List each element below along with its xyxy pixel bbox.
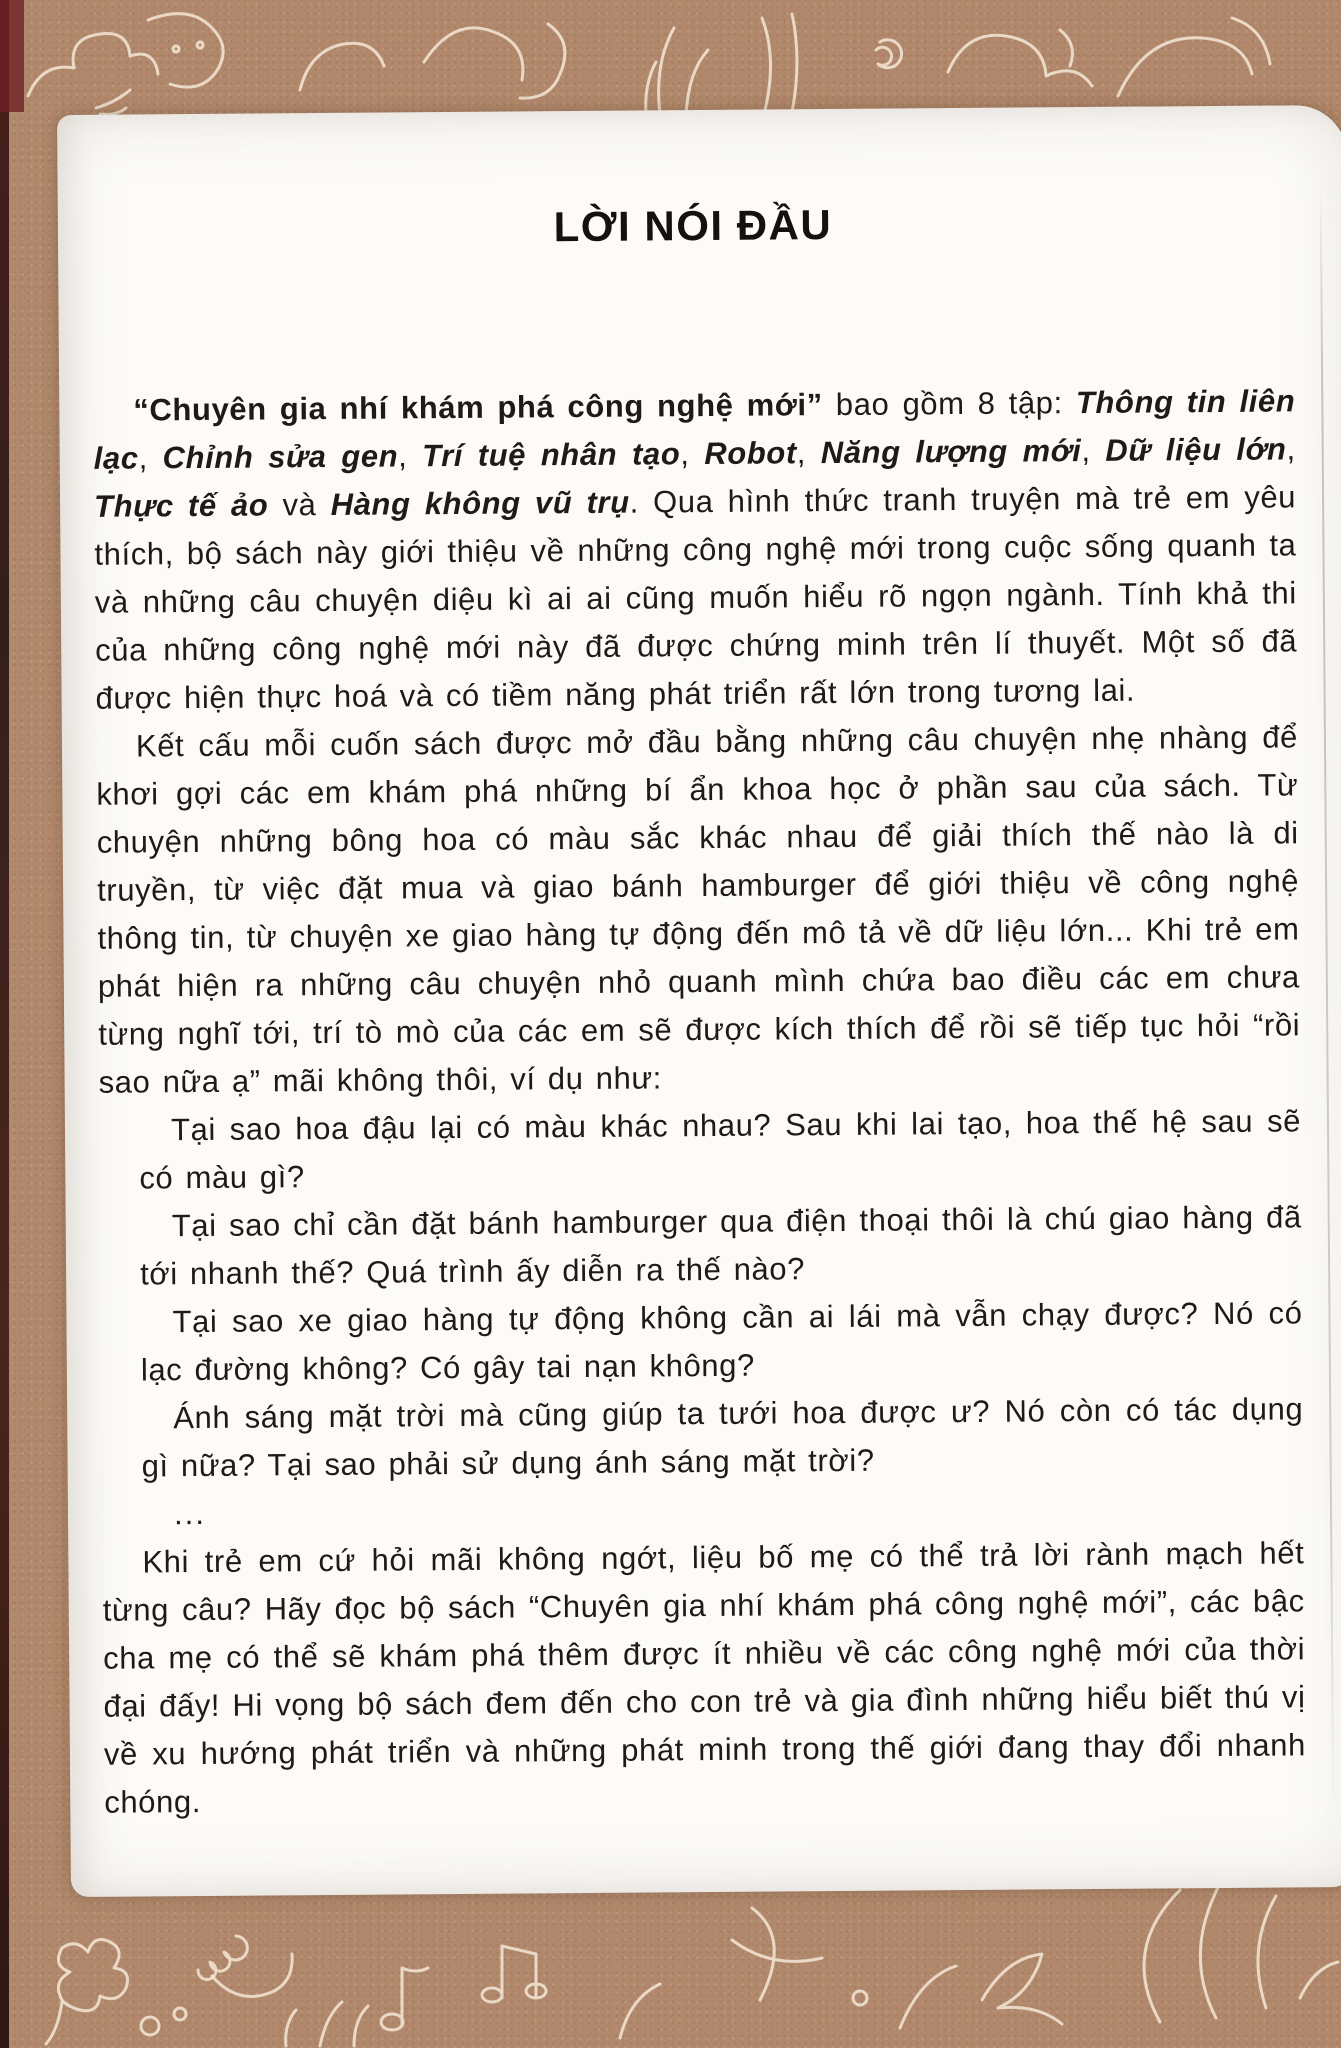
page-title: LỜI NÓI ĐẦU xyxy=(553,201,833,251)
scan-edge-corner xyxy=(0,0,24,112)
doodle-art-bottom-icon xyxy=(0,1878,1341,2048)
doodle-art-top-icon xyxy=(0,0,1341,120)
intro-paragraph xyxy=(93,377,1298,722)
text-segment: Chỉnh sửa gen xyxy=(162,438,399,476)
text-segment: , xyxy=(398,438,423,474)
page-content xyxy=(57,105,1341,1827)
question-paragraph: Ánh sáng mặt trời mà cũng giúp ta tưới hoa được ư? Nó còn có tác dụng gì nữa? Tại sao phải sử dụng ánh sáng mặt trời? xyxy=(141,1391,1304,1484)
text-segment: Trí tuệ nhân tạo xyxy=(422,436,681,474)
text-segment: Thực tế ảo xyxy=(93,487,269,524)
text-segment: Robot xyxy=(704,435,797,472)
text-segment: Năng lượng mới xyxy=(820,433,1082,471)
text-segment: , xyxy=(138,440,163,476)
question-list xyxy=(99,1097,1304,1490)
kraft-border-top xyxy=(0,0,1341,120)
question-paragraph: Tại sao hoa đậu lại có màu khác nhau? Sau khi lai tạo, hoa thế hệ sau sẽ có màu gì? xyxy=(139,1103,1302,1196)
closing-paragraph: Khi trẻ em cứ hỏi mãi không ngớt, liệu bố mẹ có thể trả lời rành mạch hết từng câu? Hãy đọc bộ sách “Chuyên gia nhí khám phá công nghệ mới”, các bậc cha mẹ có thể sẽ khám phá thêm được ít nhiều về các công nghệ mới của thời đại đấy! Hi vọng bộ sách đem đến cho con trẻ và gia đình những hiểu biết thú vị về xu hướng phát triển và những phát minh trong thế giới đang thay đổi nhanh chóng. xyxy=(102,1535,1306,1820)
text-segment: và xyxy=(268,486,331,523)
text-segment: . Qua hình thức tranh truyện mà trẻ em yêu thích, bộ sách này giới thiệu về những công nghệ mới trong cuộc sống quanh ta và những câu chuyện diệu kì ai ai cũng muốn hiểu rõ ngọn ngành. Tính khả thi của những công nghệ mới này đã được chứng minh trên lí thuyết. Một số đã được hiện thực hoá và có tiềm năng phát triển rất lớn trong tương lai. xyxy=(94,479,1298,716)
scan-edge-left xyxy=(0,0,9,2048)
question-paragraph: Tại sao chỉ cần đặt bánh hamburger qua điện thoại thôi là chú giao hàng đã tới nhanh thế? Quá trình ấy diễn ra thế nào? xyxy=(139,1199,1302,1292)
text-segment: , xyxy=(796,435,821,471)
text-segment: , xyxy=(1081,432,1106,469)
text-segment: , xyxy=(680,436,705,472)
question-paragraph: Tại sao xe giao hàng tự động không cần ai lái mà vẫn chạy được? Nó có lạc đường không? Có gây tai nạn không? xyxy=(140,1295,1303,1388)
ellipsis-line: ... xyxy=(173,1495,206,1532)
text-segment: bao gồm 8 tập: xyxy=(822,385,1077,423)
structure-paragraph: Kết cấu mỗi cuốn sách được mở đầu bằng những câu chuyện nhẹ nhàng để khơi gợi các em khám phá những bí ẩn khoa học ở phần sau của sách. Từ chuyện những bông hoa có màu sắc khác nhau để giải thích thế nào là di truyền, từ việc đặt mua và giao bánh hamburger để giới thiệu về công nghệ thông tin, từ chuyện xe giao hàng tự động đến mô tả về dữ liệu lớn... Khi trẻ em phát hiện ra những câu chuyện nhỏ quanh mình chứa bao điều các em chưa từng nghĩ tới, trí tò mò của các em sẽ được kích thích để rồi sẽ tiếp tục hỏi “rồi sao nữa ạ” mãi không thôi, ví dụ như: xyxy=(96,719,1301,1100)
text-segment: Dữ liệu lớn xyxy=(1105,431,1287,468)
text-segment: Thông tin liên lạc xyxy=(93,383,1296,476)
text-segment: “Chuyên gia nhí khám phá công nghệ mới” xyxy=(133,387,823,428)
book-page xyxy=(57,105,1341,1897)
kraft-border-bottom xyxy=(0,1878,1341,2048)
text-segment: Hàng không vũ trụ xyxy=(330,484,630,522)
text-segment: , xyxy=(1286,431,1296,467)
